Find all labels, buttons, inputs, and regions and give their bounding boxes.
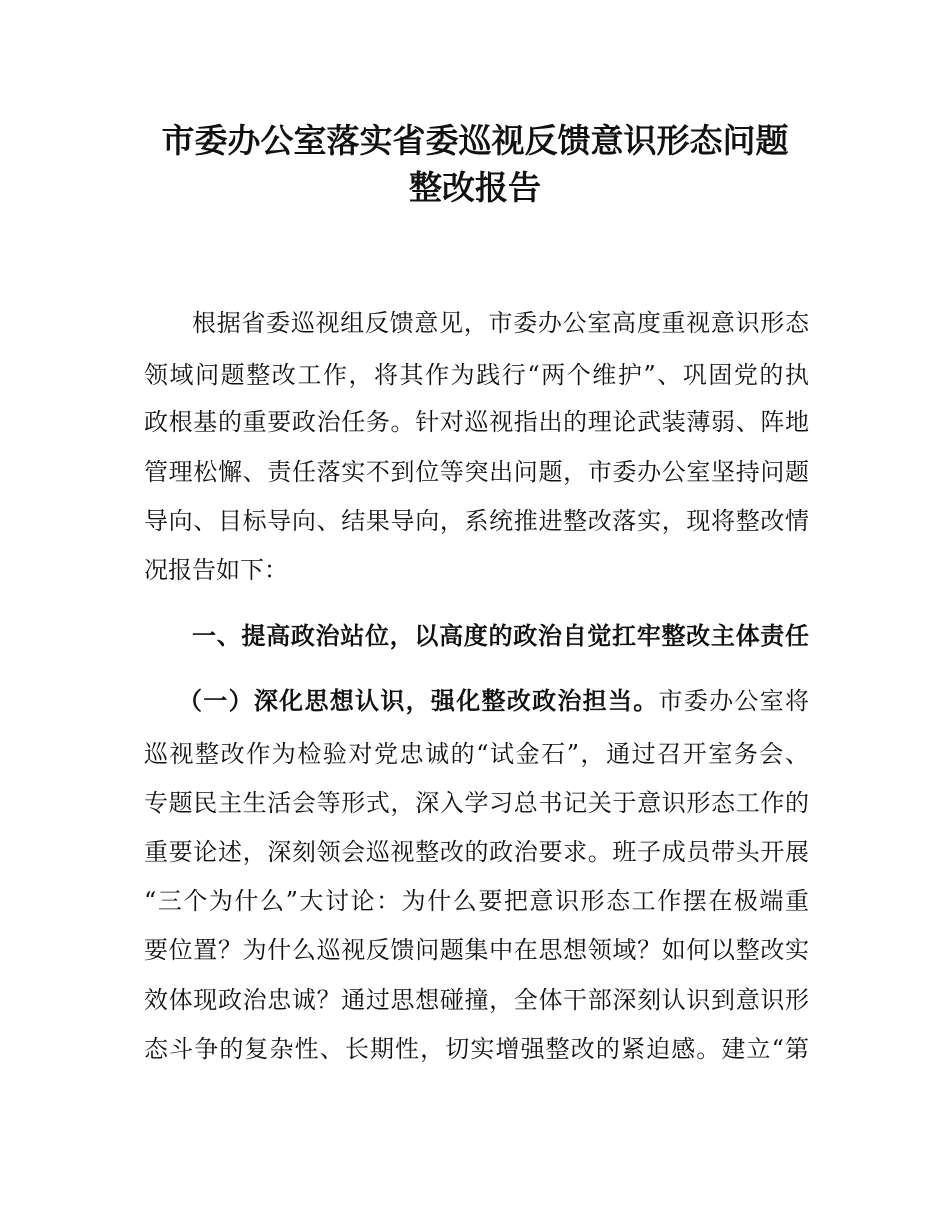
intro-line: 政根基的重要政治任务。针对巡视指出的理论武装薄弱、阵地 [144,408,809,436]
intro-line: 领域问题整改工作，将其作为践行“两个维护”、巩固党的执 [144,361,809,389]
intro-line: 导向、目标导向、结果导向，系统推进整改落实，现将整改情 [144,507,809,535]
body-line: 态斗争的复杂性、长期性，切实增强整改的紧迫感。建立“第 [144,1035,809,1063]
body-line: 巡视整改作为检验对党忠诚的“试金石”，通过召开室务会、 [144,740,809,768]
document-title-line-2: 整改报告 [409,168,541,207]
intro-line: 根据省委巡视组反馈意见，市委办公室高度重视意识形态 [192,309,809,337]
document-title-line-1: 市委办公室落实省委巡视反馈意识形态问题 [161,121,789,160]
body-line: 效体现政治忠诚？通过思想碰撞，全体干部深刻认识到意识形 [144,986,809,1014]
body-line: 要位置？为什么巡视反馈问题集中在思想领域？如何以整改实 [144,936,809,964]
subsection-text: 市委办公室将 [658,687,810,715]
intro-line: 管理松懈、责任落实不到位等突出问题，市委办公室坚持问题 [144,458,809,486]
subsection-heading: （一）深化思想认识，强化整改政治担当。 [178,687,659,715]
intro-line: 况报告如下： [144,556,288,584]
body-line: “三个为什么”大讨论：为什么要把意识形态工作摆在极端重 [144,887,809,915]
subsection-first-line [144,675,809,727]
body-line: 重要论述，深刻领会巡视整改的政治要求。班子成员带头开展 [144,838,809,866]
section-heading: 一、提高政治站位，以高度的政治自觉扛牢整改主体责任 [192,622,809,650]
body-line: 专题民主生活会等形式，深入学习总书记关于意识形态工作的 [144,789,809,817]
